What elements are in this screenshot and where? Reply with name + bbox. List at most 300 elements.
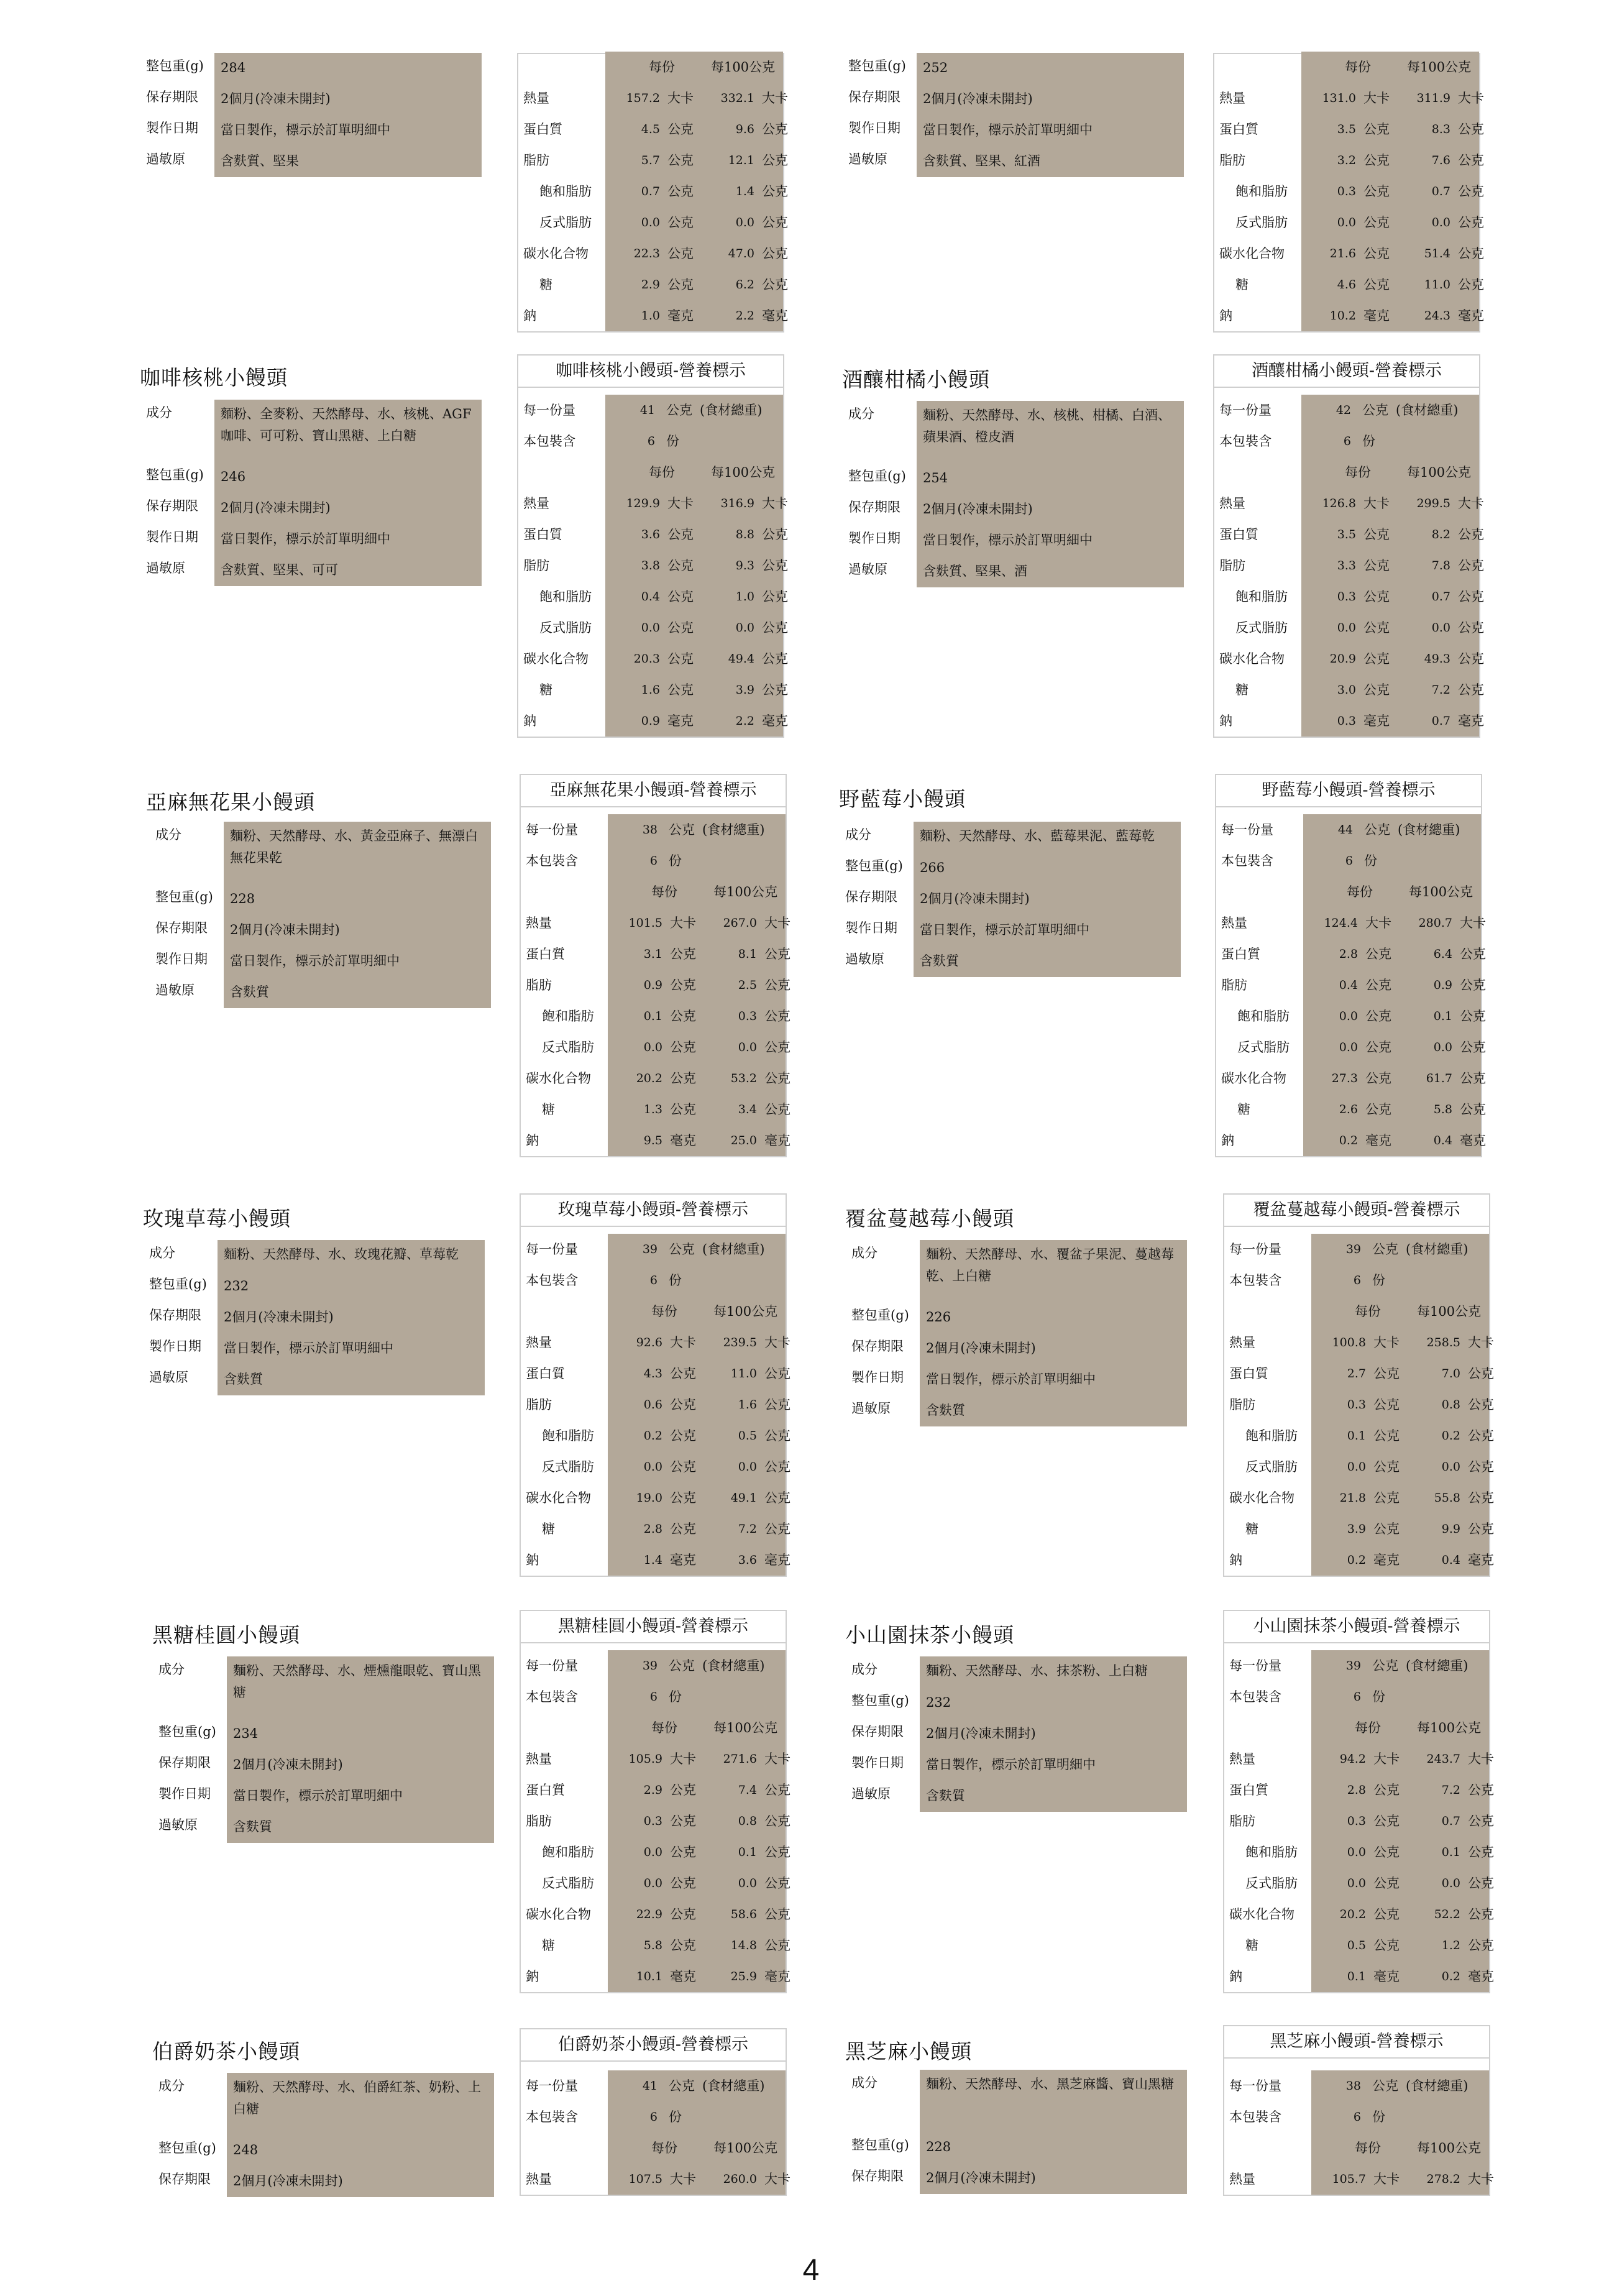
sugar-label: 糖 bbox=[542, 1938, 555, 1953]
weight-label: 整包重(g) bbox=[848, 58, 906, 73]
shelf-life-value: 2個月(冷凍未開封) bbox=[917, 84, 1184, 115]
unit: 公克 bbox=[764, 1938, 790, 1953]
sugar-per-serving: 2.6 bbox=[1339, 1103, 1358, 1116]
servings-per-package-value: 6 bbox=[1353, 1690, 1361, 1704]
sodium-label: 鈉 bbox=[1229, 1969, 1242, 1984]
trans-fat-label: 反式脂肪 bbox=[542, 1040, 594, 1055]
per-100g-header: 每100公克 bbox=[1407, 465, 1472, 480]
ingredients-label: 成分 bbox=[155, 827, 181, 842]
shelf-life-value: 2個月(冷凍未開封) bbox=[920, 1719, 1187, 1750]
unit: 公克 bbox=[669, 1242, 695, 1257]
unit: 公克 bbox=[670, 1876, 696, 1891]
nutrition-rows bbox=[1216, 814, 1486, 1156]
sodium-per-100g: 25.0 bbox=[730, 1134, 757, 1147]
production-date-label: 製作日期 bbox=[845, 921, 897, 935]
calories-per-serving: 131.0 bbox=[1322, 91, 1356, 105]
allergen-value: 含麩質、堅果 bbox=[214, 146, 482, 177]
weight-label: 整包重(g) bbox=[845, 858, 903, 873]
carbs-per-serving: 22.9 bbox=[636, 1908, 662, 1921]
protein-label: 蛋白質 bbox=[526, 1783, 565, 1798]
unit: 公克 bbox=[667, 122, 694, 137]
sugar-per-serving: 3.0 bbox=[1337, 683, 1356, 697]
trans-fat-row bbox=[1224, 1868, 1494, 1899]
servings-per-package-row bbox=[518, 426, 783, 457]
unit: 公克 bbox=[667, 153, 694, 168]
production-date-label: 製作日期 bbox=[146, 530, 198, 544]
nutrition-table bbox=[517, 53, 788, 333]
unit: 毫克 bbox=[762, 714, 788, 728]
sodium-label: 鈉 bbox=[1229, 1553, 1242, 1568]
serving-size-value: 41 bbox=[639, 403, 655, 417]
sodium-label: 鈉 bbox=[1219, 308, 1232, 323]
sat-fat-per-100g: 0.1 bbox=[1441, 1845, 1460, 1859]
unit: 公克 bbox=[667, 277, 694, 292]
unit: 公克 bbox=[1365, 978, 1391, 993]
unit: 公克 bbox=[1460, 1040, 1486, 1055]
nutrition-header-row bbox=[518, 52, 783, 83]
weight-label: 整包重(g) bbox=[158, 1724, 216, 1739]
carbs-per-100g: 47.0 bbox=[728, 247, 754, 260]
unit: 毫克 bbox=[1363, 308, 1390, 323]
unit: 公克 bbox=[670, 1397, 696, 1412]
production-date-label: 製作日期 bbox=[146, 121, 198, 135]
product-name: 玫瑰草莓小饅頭 bbox=[143, 1206, 291, 1231]
calories-row bbox=[1224, 1327, 1494, 1358]
sugar-per-100g: 14.8 bbox=[730, 1939, 757, 1952]
unit: 公克 bbox=[667, 651, 694, 666]
unit: 公克 bbox=[1373, 1783, 1400, 1798]
weight-label: 整包重(g) bbox=[158, 2141, 216, 2156]
nutrition-header-row bbox=[1224, 2133, 1489, 2164]
carbs-label: 碳水化合物 bbox=[1229, 1490, 1294, 1505]
unit: 毫克 bbox=[670, 1553, 696, 1568]
unit: 公克 bbox=[1363, 589, 1390, 604]
unit: 份 bbox=[666, 434, 679, 449]
fat-per-serving: 0.4 bbox=[1339, 978, 1358, 992]
servings-per-package-label: 本包裝含 bbox=[526, 1689, 578, 1704]
allergen-value: 含麩質 bbox=[227, 1812, 494, 1843]
unit: 公克 bbox=[1458, 215, 1484, 230]
fat-per-serving: 0.9 bbox=[643, 978, 662, 992]
sugar-label: 糖 bbox=[1237, 1102, 1250, 1117]
serving-size-value: 38 bbox=[642, 823, 658, 837]
sodium-per-100g: 0.4 bbox=[1433, 1134, 1452, 1147]
serving-size-label: 每一份量 bbox=[1219, 403, 1271, 418]
production-date-value: 當日製作，標示於訂單明細中 bbox=[214, 115, 482, 146]
sat-fat-row bbox=[521, 1420, 790, 1451]
per-100g-header: 每100公克 bbox=[1417, 1304, 1482, 1319]
nutrition-table bbox=[1223, 2025, 1494, 2196]
carbs-per-serving: 21.6 bbox=[1329, 247, 1356, 260]
unit: 毫克 bbox=[1468, 1553, 1494, 1568]
unit: 大卡 bbox=[1363, 91, 1390, 106]
shelf-life-label: 保存期限 bbox=[848, 500, 900, 515]
allergen-label: 過敏原 bbox=[851, 1786, 891, 1801]
sodium-per-serving: 0.3 bbox=[1337, 714, 1356, 728]
protein-label: 蛋白質 bbox=[523, 527, 562, 542]
servings-per-package-label: 本包裝含 bbox=[526, 2110, 578, 2124]
nutrition-table bbox=[1213, 53, 1484, 333]
servings-per-package-label: 本包裝含 bbox=[526, 1273, 578, 1288]
ingredients-label: 成分 bbox=[845, 827, 871, 842]
shelf-life-value: 2個月(冷凍未開封) bbox=[920, 2163, 1187, 2194]
sugar-per-100g: 7.2 bbox=[1431, 683, 1450, 697]
unit: 公克 bbox=[1458, 277, 1484, 292]
unit: 公克 bbox=[669, 1658, 695, 1673]
sugar-per-100g: 3.9 bbox=[735, 683, 754, 697]
unit: 毫克 bbox=[764, 1553, 790, 1568]
carbs-label: 碳水化合物 bbox=[1219, 246, 1285, 261]
shelf-life-value: 2個月(冷凍未開封) bbox=[227, 1750, 494, 1781]
nutrition-table bbox=[520, 1610, 790, 1993]
unit: 大卡 bbox=[670, 1752, 696, 1766]
trans-fat-per-100g: 0.0 bbox=[1431, 621, 1450, 635]
sodium-row bbox=[521, 1545, 790, 1576]
protein-row bbox=[521, 1358, 790, 1389]
per-100g-header: 每100公克 bbox=[1407, 60, 1472, 75]
sat-fat-row bbox=[521, 1837, 790, 1868]
sat-fat-row bbox=[518, 581, 788, 612]
sat-fat-per-100g: 0.1 bbox=[1433, 1009, 1452, 1023]
protein-row bbox=[521, 939, 790, 970]
nutrition-header-row bbox=[1214, 457, 1479, 488]
unit: 公克 bbox=[1468, 1366, 1494, 1381]
unit: 公克 bbox=[764, 1490, 790, 1505]
unit: 公克 bbox=[670, 1907, 696, 1922]
sugar-per-serving: 3.9 bbox=[1347, 1522, 1366, 1536]
unit: 公克 bbox=[1468, 1938, 1494, 1953]
sat-fat-per-100g: 0.7 bbox=[1431, 185, 1450, 198]
unit: 公克 bbox=[1365, 1102, 1391, 1117]
protein-per-serving: 2.9 bbox=[643, 1783, 662, 1797]
sodium-per-100g: 3.6 bbox=[738, 1553, 757, 1567]
trans-fat-label: 反式脂肪 bbox=[1235, 215, 1288, 230]
sodium-per-100g: 0.2 bbox=[1441, 1970, 1460, 1983]
unit: 公克 bbox=[667, 682, 694, 697]
trans-fat-per-serving: 0.0 bbox=[643, 1040, 662, 1054]
allergen-label: 過敏原 bbox=[155, 983, 195, 998]
unit: 公克 bbox=[762, 122, 788, 137]
nutrition-table-title: 覆盆蔓越莓小饅頭-營養標示 bbox=[1224, 1195, 1489, 1227]
unit: 公克 bbox=[1468, 1397, 1494, 1412]
unit: 公克 bbox=[764, 1814, 790, 1829]
unit: 公克 bbox=[1458, 246, 1484, 261]
trans-fat-row bbox=[1214, 612, 1484, 643]
unit: 份 bbox=[1364, 853, 1377, 868]
trans-fat-label: 反式脂肪 bbox=[539, 620, 592, 635]
carbs-label: 碳水化合物 bbox=[1219, 651, 1285, 666]
unit: 份 bbox=[669, 853, 682, 868]
sat-fat-label: 飽和脂肪 bbox=[1245, 1845, 1298, 1860]
sat-fat-per-100g: 0.3 bbox=[738, 1009, 757, 1023]
production-date-value: 當日製作，標示於訂單明細中 bbox=[917, 525, 1184, 556]
carbs-per-serving: 19.0 bbox=[636, 1491, 662, 1505]
sodium-per-100g: 2.2 bbox=[735, 309, 754, 323]
sodium-label: 鈉 bbox=[1219, 714, 1232, 728]
serving-size-value: 44 bbox=[1337, 823, 1353, 837]
unit: 大卡 bbox=[1458, 91, 1484, 106]
carbs-row bbox=[521, 1063, 790, 1094]
unit: 公克 bbox=[1468, 1783, 1494, 1798]
carbs-label: 碳水化合物 bbox=[1229, 1907, 1294, 1922]
production-date-value: 當日製作，標示於訂單明細中 bbox=[920, 1750, 1187, 1781]
sodium-label: 鈉 bbox=[526, 1553, 539, 1568]
unit: 公克 bbox=[1458, 122, 1484, 137]
unit: 公克 bbox=[1372, 2078, 1398, 2093]
sodium-per-serving: 0.2 bbox=[1339, 1134, 1358, 1147]
protein-per-100g: 11.0 bbox=[730, 1367, 757, 1380]
servings-per-package-value: 6 bbox=[1353, 1274, 1361, 1287]
nutrition-rows bbox=[521, 1234, 790, 1576]
production-date-value: 當日製作，標示於訂單明細中 bbox=[920, 1364, 1187, 1395]
calories-per-100g: 280.7 bbox=[1418, 916, 1452, 930]
unit: 公克 bbox=[670, 947, 696, 962]
sat-fat-per-serving: 0.1 bbox=[643, 1009, 662, 1023]
calories-label: 熱量 bbox=[1229, 1335, 1255, 1350]
trans-fat-per-100g: 0.0 bbox=[1441, 1460, 1460, 1474]
calories-per-100g: 239.5 bbox=[723, 1336, 757, 1349]
unit: 公克 bbox=[1458, 651, 1484, 666]
per-serving-header: 每份 bbox=[1345, 60, 1371, 75]
unit: 大卡 bbox=[1373, 2172, 1400, 2187]
nutrition-table bbox=[520, 774, 790, 1157]
fat-per-100g: 7.6 bbox=[1431, 154, 1450, 167]
nutrition-table bbox=[1223, 1610, 1494, 1993]
unit: 毫克 bbox=[667, 308, 694, 323]
ingredients-value: 麵粉、全麥粉、天然酵母、水、核桃、AGF咖啡、可可粉、寶山黑糖、上白糖 bbox=[214, 400, 482, 462]
fat-per-serving: 0.3 bbox=[643, 1814, 662, 1828]
servings-per-package-value: 6 bbox=[1343, 434, 1351, 448]
production-date-value: 當日製作，標示於訂單明細中 bbox=[214, 524, 482, 555]
carbs-row bbox=[1214, 238, 1484, 269]
carbs-per-100g: 49.1 bbox=[730, 1491, 757, 1505]
sat-fat-label: 飽和脂肪 bbox=[1235, 589, 1288, 604]
calories-per-100g: 278.2 bbox=[1426, 2172, 1460, 2186]
weight-value: 248 bbox=[227, 2135, 494, 2166]
trans-fat-label: 反式脂肪 bbox=[542, 1459, 594, 1474]
ingredients-value: 麵粉、天然酵母、水、黃金亞麻子、無漂白無花果乾 bbox=[224, 822, 491, 884]
product-name: 伯爵奶茶小饅頭 bbox=[152, 2039, 300, 2064]
calories-label: 熱量 bbox=[1221, 916, 1247, 930]
sodium-row bbox=[1224, 1545, 1494, 1576]
ingredients-label: 成分 bbox=[848, 406, 874, 421]
fat-row bbox=[1214, 145, 1484, 176]
production-date-value: 當日製作，標示於訂單明細中 bbox=[227, 1781, 494, 1812]
calories-per-serving: 105.7 bbox=[1332, 2172, 1366, 2186]
calories-label: 熱量 bbox=[526, 2172, 552, 2187]
sodium-row bbox=[518, 300, 788, 331]
weight-value: 254 bbox=[917, 463, 1184, 494]
weight-label: 整包重(g) bbox=[149, 1277, 207, 1292]
trans-fat-per-serving: 0.0 bbox=[643, 1460, 662, 1474]
sat-fat-label: 飽和脂肪 bbox=[1237, 1009, 1290, 1024]
nutrition-table-title: 小山園抹茶小饅頭-營養標示 bbox=[1224, 1611, 1489, 1643]
nutrition-rows bbox=[521, 2070, 790, 2195]
nutrition-header-row bbox=[1216, 876, 1481, 907]
shelf-life-value: 2個月(冷凍未開封) bbox=[218, 1302, 485, 1333]
fat-row bbox=[1214, 550, 1484, 581]
food-total-weight-note: (食材總重) bbox=[702, 1658, 765, 1673]
weight-value: 228 bbox=[224, 884, 491, 915]
serving-size-label: 每一份量 bbox=[526, 1242, 578, 1257]
sodium-per-serving: 10.2 bbox=[1329, 309, 1356, 323]
ingredients-label: 成分 bbox=[851, 1662, 877, 1677]
unit: 公克 bbox=[1363, 682, 1390, 697]
fat-row bbox=[521, 970, 790, 1001]
calories-per-100g: 316.9 bbox=[720, 497, 754, 510]
weight-label: 整包重(g) bbox=[851, 2138, 909, 2152]
allergen-label: 過敏原 bbox=[848, 562, 887, 577]
protein-per-100g: 8.1 bbox=[738, 947, 757, 961]
allergen-value: 含麩質、堅果、可可 bbox=[214, 555, 482, 586]
weight-label: 整包重(g) bbox=[146, 467, 204, 482]
unit: 公克 bbox=[764, 1009, 790, 1024]
unit: 大卡 bbox=[670, 916, 696, 930]
fat-label: 脂肪 bbox=[1219, 153, 1245, 168]
unit: 大卡 bbox=[667, 91, 694, 106]
sat-fat-per-100g: 0.7 bbox=[1431, 590, 1450, 604]
carbs-per-100g: 52.2 bbox=[1434, 1908, 1460, 1921]
trans-fat-row bbox=[518, 207, 788, 238]
protein-label: 蛋白質 bbox=[1219, 527, 1258, 542]
unit: 毫克 bbox=[764, 1133, 790, 1148]
sat-fat-per-serving: 0.0 bbox=[1339, 1009, 1358, 1023]
unit: 公克 bbox=[667, 246, 694, 261]
unit: 大卡 bbox=[1373, 1752, 1400, 1766]
sugar-per-serving: 5.8 bbox=[643, 1939, 662, 1952]
per-serving-header: 每份 bbox=[1355, 2141, 1381, 2156]
servings-per-package-label: 本包裝含 bbox=[526, 853, 578, 868]
unit: 公克 bbox=[670, 1814, 696, 1829]
protein-row bbox=[1214, 519, 1484, 550]
trans-fat-label: 反式脂肪 bbox=[1235, 620, 1288, 635]
unit: 份 bbox=[1372, 1273, 1385, 1288]
trans-fat-label: 反式脂肪 bbox=[539, 215, 592, 230]
sat-fat-per-100g: 1.4 bbox=[735, 185, 754, 198]
unit: 公克 bbox=[764, 947, 790, 962]
page-number: 4 bbox=[802, 2254, 820, 2287]
fat-per-serving: 0.3 bbox=[1347, 1814, 1366, 1828]
serving-size-value: 39 bbox=[642, 1242, 658, 1256]
unit: 公克 bbox=[1458, 558, 1484, 573]
trans-fat-row bbox=[1214, 207, 1484, 238]
servings-per-package-row bbox=[1214, 426, 1479, 457]
shelf-life-value: 2個月(冷凍未開封) bbox=[914, 884, 1181, 915]
fat-row bbox=[518, 145, 788, 176]
unit: 公克 bbox=[1460, 1102, 1486, 1117]
unit: 公克 bbox=[1363, 184, 1390, 199]
calories-label: 熱量 bbox=[523, 91, 549, 106]
servings-per-package-value: 6 bbox=[1353, 2110, 1361, 2124]
serving-size-row bbox=[518, 395, 783, 426]
serving-size-label: 每一份量 bbox=[1221, 822, 1273, 837]
calories-label: 熱量 bbox=[1229, 2172, 1255, 2187]
protein-row bbox=[521, 1775, 790, 1806]
per-serving-header: 每份 bbox=[1355, 1304, 1381, 1319]
sat-fat-label: 飽和脂肪 bbox=[539, 184, 592, 199]
calories-per-100g: 258.5 bbox=[1426, 1336, 1460, 1349]
unit: 公克 bbox=[670, 1428, 696, 1443]
protein-label: 蛋白質 bbox=[526, 947, 565, 962]
unit: 公克 bbox=[1458, 589, 1484, 604]
carbs-row bbox=[1224, 1482, 1494, 1513]
unit: 毫克 bbox=[1373, 1969, 1400, 1984]
unit: 公克 bbox=[764, 1428, 790, 1443]
fat-label: 脂肪 bbox=[523, 558, 549, 573]
fat-per-100g: 7.8 bbox=[1431, 559, 1450, 572]
unit: 公克 bbox=[762, 277, 788, 292]
ingredients-value: 麵粉、天然酵母、水、覆盆子果泥、蔓越莓乾、上白糖 bbox=[920, 1240, 1187, 1302]
calories-per-100g: 311.9 bbox=[1416, 91, 1450, 105]
servings-per-package-row bbox=[1224, 2101, 1489, 2133]
unit: 毫克 bbox=[1458, 308, 1484, 323]
fat-per-serving: 3.3 bbox=[1337, 559, 1356, 572]
fat-row bbox=[521, 1806, 790, 1837]
sat-fat-per-serving: 0.3 bbox=[1337, 185, 1356, 198]
shelf-life-value: 2個月(冷凍未開封) bbox=[917, 494, 1184, 525]
weight-value: 284 bbox=[214, 53, 482, 84]
fat-per-100g: 0.8 bbox=[738, 1814, 757, 1828]
fat-per-serving: 0.3 bbox=[1347, 1398, 1366, 1412]
weight-value: 252 bbox=[917, 53, 1184, 84]
unit: 大卡 bbox=[1468, 2172, 1494, 2187]
protein-label: 蛋白質 bbox=[523, 122, 562, 137]
unit: 公克 bbox=[762, 215, 788, 230]
unit: 公克 bbox=[670, 1783, 696, 1798]
unit: 公克 bbox=[1373, 1938, 1400, 1953]
trans-fat-label: 反式脂肪 bbox=[1237, 1040, 1290, 1055]
serving-size-row bbox=[521, 2070, 786, 2101]
trans-fat-per-serving: 0.0 bbox=[1347, 1460, 1366, 1474]
shelf-life-label: 保存期限 bbox=[851, 1339, 904, 1354]
calories-row bbox=[1216, 907, 1486, 939]
sodium-label: 鈉 bbox=[523, 714, 536, 728]
protein-per-serving: 3.5 bbox=[1337, 122, 1356, 136]
nutrition-header-row bbox=[1224, 1296, 1489, 1327]
sat-fat-per-serving: 0.2 bbox=[643, 1429, 662, 1443]
carbs-per-100g: 49.3 bbox=[1424, 652, 1450, 666]
unit: 公克 bbox=[1373, 1522, 1400, 1536]
trans-fat-per-serving: 0.0 bbox=[641, 621, 660, 635]
production-date-value: 當日製作，標示於訂單明細中 bbox=[218, 1333, 485, 1364]
shelf-life-value: 2個月(冷凍未開封) bbox=[227, 2166, 494, 2197]
nutrition-rows bbox=[521, 1650, 790, 1992]
sugar-label: 糖 bbox=[1245, 1938, 1258, 1953]
unit: 公克 bbox=[667, 589, 694, 604]
unit: 大卡 bbox=[764, 916, 790, 930]
trans-fat-label: 反式脂肪 bbox=[542, 1876, 594, 1891]
unit: 毫克 bbox=[670, 1969, 696, 1984]
unit: 公克 bbox=[1365, 1040, 1391, 1055]
fat-label: 脂肪 bbox=[523, 153, 549, 168]
sat-fat-row bbox=[1224, 1837, 1494, 1868]
shelf-life-label: 保存期限 bbox=[848, 90, 900, 104]
unit: 公克 bbox=[1468, 1522, 1494, 1536]
production-date-label: 製作日期 bbox=[158, 1786, 211, 1801]
unit: 公克 bbox=[1373, 1459, 1400, 1474]
nutrition-rows bbox=[1214, 395, 1484, 737]
weight-label: 整包重(g) bbox=[155, 889, 213, 904]
product-name: 咖啡核桃小饅頭 bbox=[140, 365, 288, 390]
calories-label: 熱量 bbox=[1229, 1752, 1255, 1766]
sugar-per-100g: 3.4 bbox=[738, 1103, 757, 1116]
serving-size-row bbox=[1224, 1650, 1489, 1681]
weight-value: 232 bbox=[920, 1688, 1187, 1719]
food-total-weight-note: (食材總重) bbox=[1406, 1658, 1469, 1673]
sat-fat-label: 飽和脂肪 bbox=[1245, 1428, 1298, 1443]
calories-row bbox=[1214, 83, 1484, 114]
calories-per-serving: 124.4 bbox=[1324, 916, 1358, 930]
